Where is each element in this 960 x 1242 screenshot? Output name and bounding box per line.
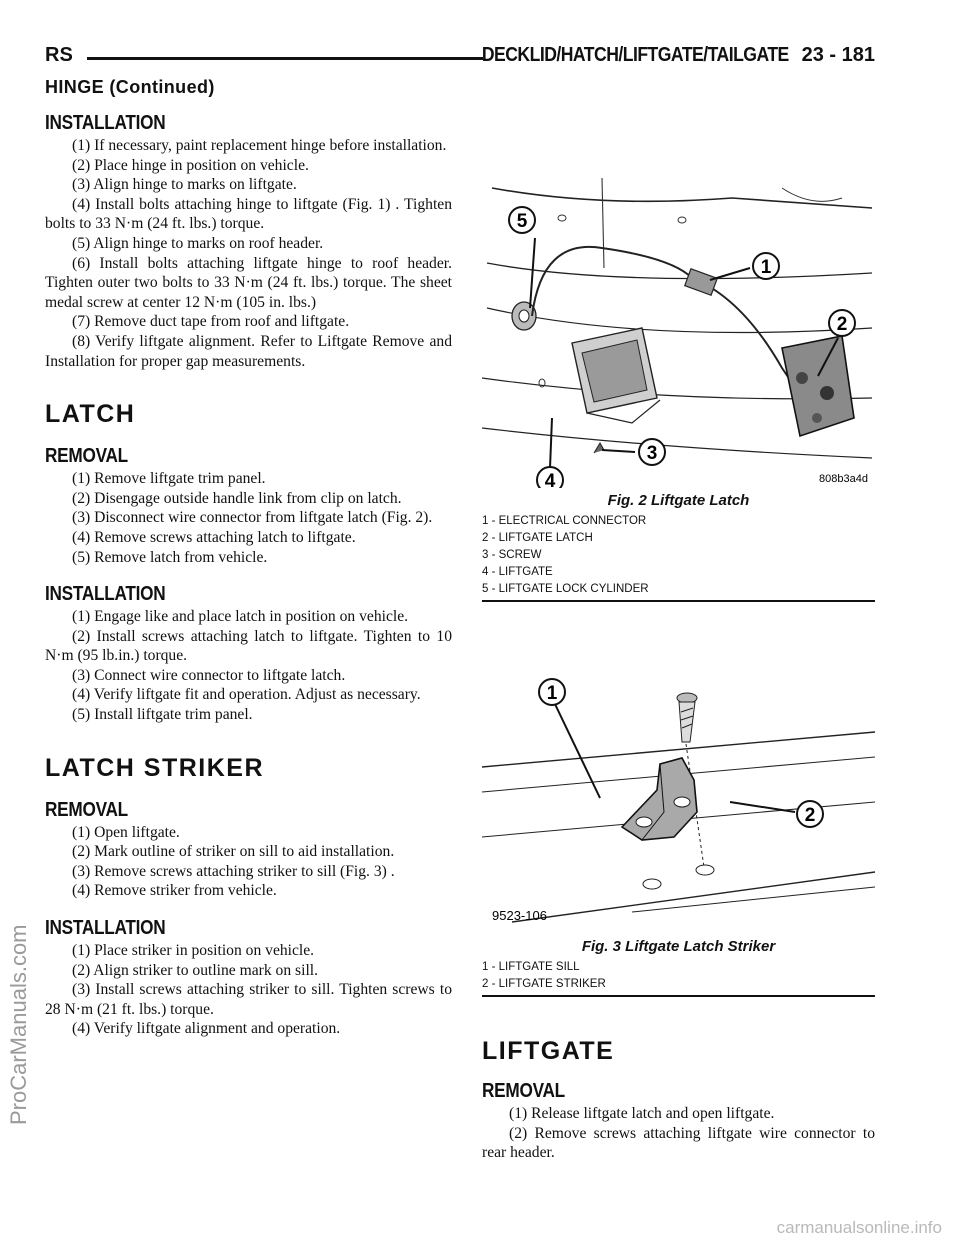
header-title: DECKLID/HATCH/LIFTGATE/TAILGATE [482,44,789,66]
step: (1) If necessary, paint replacement hinge before installation. [72,137,447,154]
figure-3 [482,662,875,997]
legend-item: 2 - LIFTGATE LATCH [482,532,593,544]
liftgate-removal-heading: REMOVAL [482,1080,565,1102]
step: (1) Remove liftgate trim panel. [72,470,266,488]
hinge-installation-heading: INSTALLATION [45,112,166,134]
callout-2-label: 2 [804,805,816,826]
step: (2) Install screws attaching latch to liftgate. Tighten to 10 N·m (95 lb.in.) torque. [45,627,452,665]
continued-heading: HINGE (Continued) [45,77,215,97]
step: (5) Remove latch from vehicle. [72,548,268,566]
step: (2) Mark outline of striker on sill to aid installation. [72,843,395,861]
step: (4) Install bolts attaching hinge to liftgate (Fig. 1) . Tighten bolts to 33 N·m (24 ft. lbs.) torque. [45,195,452,233]
page-header [45,44,875,70]
callout-5-label: 5 [516,211,528,232]
callout-3-label: 3 [646,443,658,464]
step: (4) Verify liftgate alignment and operation. [72,1020,341,1038]
step: (3) Connect wire connector to liftgate latch. [72,666,346,684]
step: (3) Disconnect wire connector from liftgate latch (Fig. 2). [72,509,433,527]
step: (4) Verify liftgate fit and operation. Adjust as necessary. [72,686,421,704]
step: (3) Remove screws attaching striker to sill (Fig. 3) . [72,862,395,880]
latch-installation-heading: INSTALLATION [45,583,166,606]
figure-2-legend [482,513,875,598]
liftgate-latch-illustration [482,168,875,488]
right-column [482,1036,875,1163]
step: (3) Align hinge to marks on liftgate. [72,176,297,194]
legend-item: 3 - SCREW [482,549,542,561]
callout-4-label: 4 [544,471,556,488]
bottom-watermark: carmanualsonline.info [776,1218,942,1237]
step: (1) Place striker in position on vehicle. [72,942,315,960]
step: (4) Remove striker from vehicle. [72,882,277,900]
step: (1) Release liftgate latch and open liftgate. [509,1105,775,1122]
side-watermark: ProCarManuals.com [6,924,31,1125]
liftgate-striker-illustration [482,662,875,934]
step: (3) Install screws attaching striker to sill. Tighten screws to 28 N·m (21 ft. lbs.) torque. [45,981,452,1018]
header-code: RS [45,44,73,66]
step: (6) Install bolts attaching liftgate hinge to roof header. Tighten outer two bolts to 33 N·m (24 ft. lbs.) torque. The sheet medal screw at center 12 N·m (105 in. lbs.) [45,254,452,311]
callout-1-label: 1 [546,683,558,704]
striker-installation-heading: INSTALLATION [45,917,166,940]
step: (7) Remove duct tape from roof and liftgate. [72,313,350,331]
legend-item: 2 - LIFTGATE STRIKER [482,978,606,990]
step: (2) Remove screws attaching liftgate wire connector to rear header. [482,1124,875,1162]
callout-1-label: 1 [760,257,772,278]
liftgate-title: LIFTGATE [482,1037,615,1065]
step: (5) Install liftgate trim panel. [72,706,253,724]
step: (2) Align striker to outline mark on sill. [72,961,319,979]
figure-2 [482,168,875,602]
legend-item: 1 - LIFTGATE SILL [482,961,580,973]
figure-2-id: 808b3a4d [819,473,868,485]
legend-item: 4 - LIFTGATE [482,566,553,578]
figure-3-title: Fig. 3 Liftgate Latch Striker [581,938,776,955]
step: (5) Align hinge to marks on roof header. [72,234,324,252]
step: (1) Open liftgate. [72,823,180,841]
step: (1) Engage like and place latch in position on vehicle. [72,608,409,626]
callout-2-label: 2 [836,314,848,335]
figure-3-legend [482,959,875,993]
step: (2) Disengage outside handle link from clip on latch. [72,489,402,507]
step: (4) Remove screws attaching latch to liftgate. [72,528,356,546]
latch-title: LATCH [45,400,136,429]
header-rule [87,57,483,60]
page-number: 23 - 181 [801,44,875,66]
step: (8) Verify liftgate alignment. Refer to Liftgate Remove and Installation for proper gap measurements. [45,332,452,370]
latch-striker-title: LATCH STRIKER [45,753,265,782]
figure-2-title: Fig. 2 Liftgate Latch [607,492,750,509]
step: (2) Place hinge in position on vehicle. [72,156,309,174]
figure-3-id: 9523-106 [492,908,547,923]
legend-item: 1 - ELECTRICAL CONNECTOR [482,515,647,527]
striker-removal-heading: REMOVAL [45,798,128,821]
left-column [45,110,452,1039]
figure-2-rule [482,600,875,602]
figure-3-rule [482,995,875,997]
latch-removal-heading: REMOVAL [45,445,128,468]
legend-item: 5 - LIFTGATE LOCK CYLINDER [482,583,649,595]
